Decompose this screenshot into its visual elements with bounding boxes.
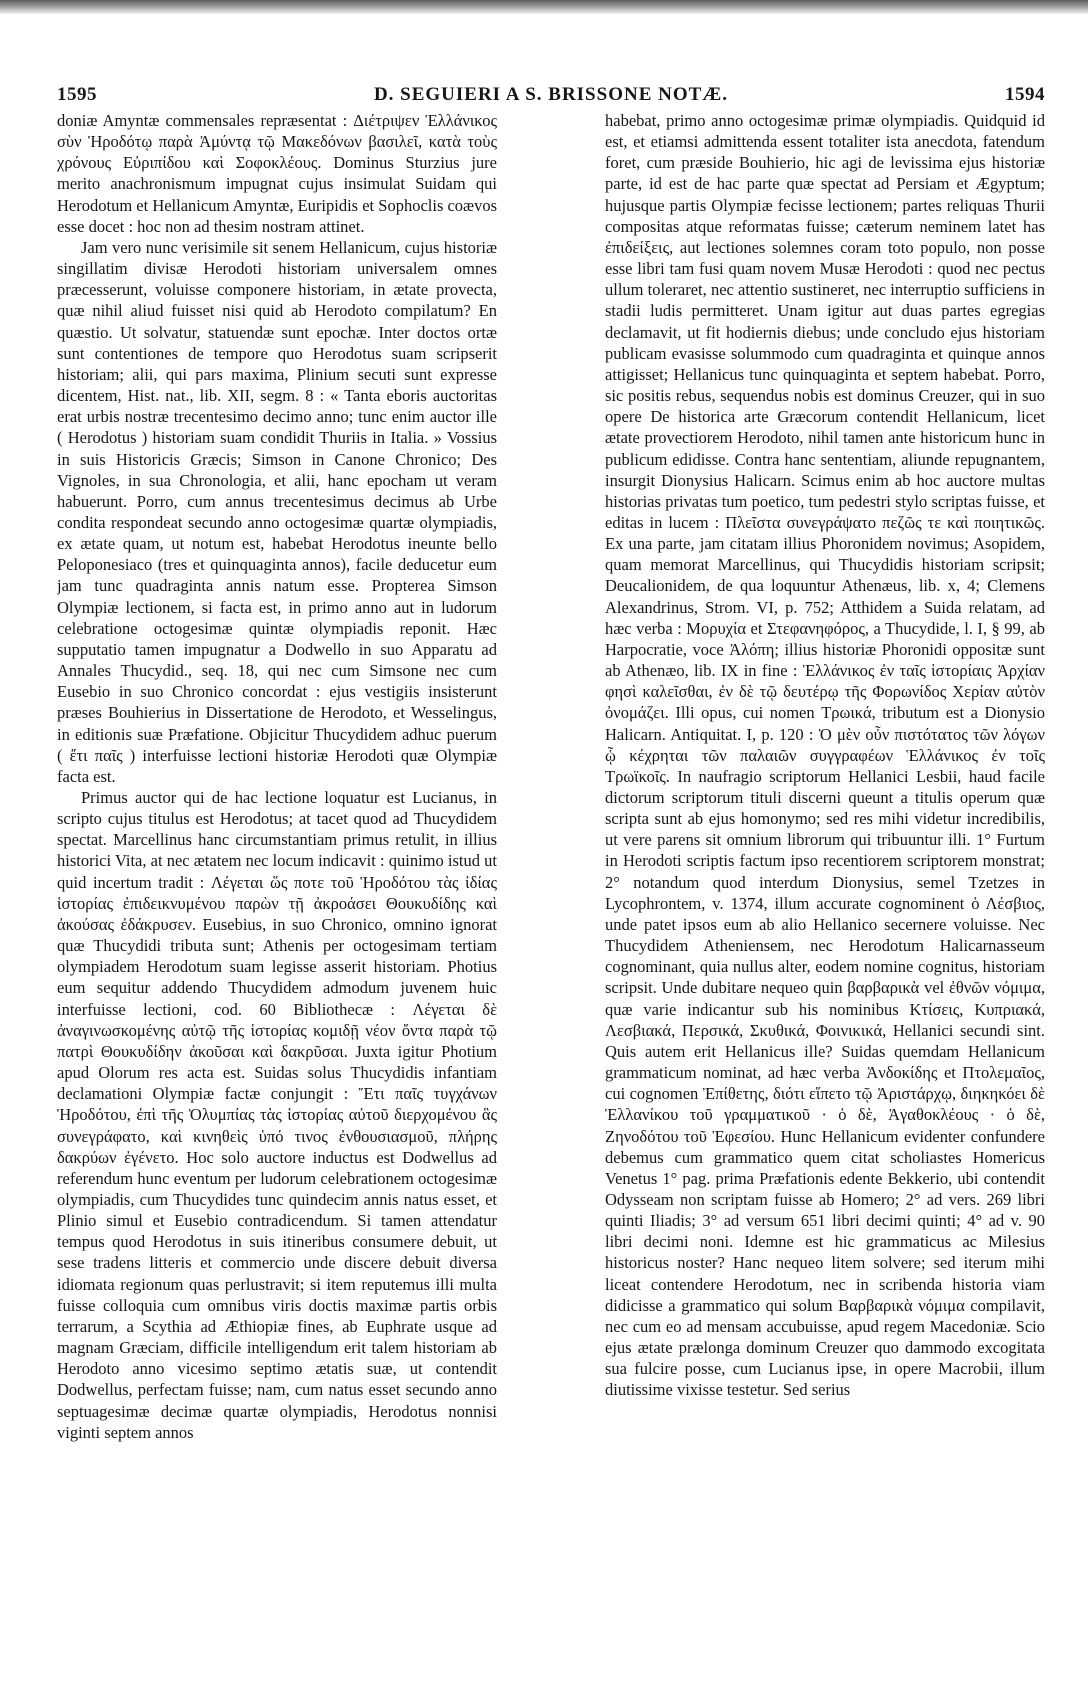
- running-header: [57, 84, 1045, 108]
- page-number-right: 1594: [1005, 84, 1045, 105]
- running-title: D. SEGUIERI A S. BRISSONE NOTÆ.: [373, 84, 729, 105]
- paragraph: habebat, primo anno octogesimæ primæ olympiadis. Quidquid id est, et etiamsi admittenda essent totaliter ista anecdota, fatendum foret, cum præside Bouhierio, hic agi de levissima ejus historiæ parte, id est de hac parte quæ spectat ad Persiam et Ægyptum; hujusque partis Olympiæ fecisse lectionem; partes reliquas Thurii compositas atque reformatas fuisse; cæterum neminem latet has ἐπιδείξεις, aut lectiones solemnes coram toto populo, non posse esse libri tam fusi quam novem Musæ Herodoti : quod nec pectus ullum toleraret, nec attentio sustineret, nec interruptio sufficiens in stadii ludis permitteret. Unam igitur aut duas partes egregias declamavit, ut fit hodiernis diebus; unde concludo ejus historiam publicam evasisse solummodo cum quadraginta et quinque annos attigisset; Hellanicus tunc quinquaginta et septem habebat. Porro, sic positis rebus, sequendus nobis est dominus Creuzer, qui in suo opere De historica arte Græcorum contendit Hellanicum, licet ætate provectiorem Herodoto, nihil tamen ante historicum hunc in publicum edidisse. Contra hanc sententiam, aliunde repugnantem, insurgit Dionysius Halicarn. Scimus enim ab hoc auctore multas historias privatas tum poetico, tum pedestri stylo scriptas fuisse, et editas in lucem : Πλεῖστα συνεγράψατο πεζῶς τε καὶ ποιητικῶς. Ex una parte, jam citatam illius Phoronidem novimus; Asopidem, quam memorat Marcellinus, qui Thucydidis historiam scripsit; Deucalionidem, de qua loquuntur Athenæus, lib. x, 4; Clemens Alexandrinus, Strom. VI, p. 752; Atthidem a Suida relatam, ad hæc verba : Μορυχία et Στεφανηφόρος, a Thucydide, l. I, § 99, ab Harpocratie, voce Ἀλόπη; illius historiæ Phoronidi oppositæ sunt ab Athenæo, lib. IX in fine : Ἑλλάνικος ἐν ταῖς ἱστορίαις Ἀρχίαν φησὶ καλεῖσθαι, ἐν δὲ τῷ δευτέρῳ τῆς Φορωνίδος Χερίαν αὐτὸν ὀνομάζει. Illi opus, cui nomen Τρωικά, tributum est a Dionysio Halicarn. Antiquitat. I, p. 120 : Ὁ μὲν οὖν πιστότατος τῶν λόγων ᾧ κέχρηται τῶν παλαιῶν συγγραφέων Ἑλλάνικος ἐν τοῖς Τρωϊκοῖς. In naufragio scriptorum Hellanici Lesbii, haud facile dictorum scriptorum tituli discerni queunt a titulis operum quæ scripta sunt ab ejus homonymo; sed res mihi videtur incredibilis, ut vere parens sit omnium librorum qui tribuuntur illi. 1° Furtum in Herodoti scriptis factum ipso recentiorem scriptorem monstrat; 2° notandum quod interdum Dionysius, semel Tzetzes in Lycophrontem, v. 1374, illum accurate cognominent ὁ Λέσβιος, unde patet ipsos eum ab alio Hellanico secernere voluisse. Nec Thucydidem Atheniensem, nec Herodotum Halicarnasseum cognominant, quia nullus alter, eodem nomine cognitus, historiam scripsit. Unde dubitare nequeo quin βαρβαρικὰ vel ἐθνῶν νόμιμα, quæ varie indicantur sub his nominibus Κτίσεις, Κυπριακά, Λεσβιακά, Περσικά, Σκυθικά, Φοινικικά, Hellanici secundi sint. Quis autem erit Hellanicus ille? Suidas quemdam Hellanicum grammaticum nominat, ad hæc verba Ἀνδοκίδης et Πτολεμαῖος, cui cognomen Ἐπίθετης, διότι εἵπετο τῷ Ἀριστάρχῳ, διηκηκόει δὲ Ἑλλανίκου τοῦ γραμματικοῦ · ὁ δὲ, Ἀγαθοκλέους · ὁ δὲ, Ζηνοδότου τοῦ Ἐφεσίου. Hunc Hellanicum evidenter confundere debemus cum grammatico quem citat scholiastes Homericus Venetus 1° pag. prima Præfationis edente Bekkerio, ubi contendit Odysseam non scriptam fuisse ab Homero; 2° ad vers. 269 libri quinti Iliadis; 3° ad versum 651 libri decimi quinti; 4° ad v. 90 libri decimi noni. Idemne est hic grammaticus ac Milesius historicus noster? Hanc nequeo litem solvere; sed iterum mihi liceat contendere Herodotum, nec in scribenda historia viam didicisse a grammatico qui solum Βαρβαρικὰ νόμιμα compilavit, nec cum eo ad mensam accubuisse, apud regem Macedoniæ. Scio ejus ætate prælonga dominum Creuzer quo dammodo excogitata sua fulcire posse, cum Lucianus ipse, in opere Macrobii, illum diutissime vixisse testetur. Sed serius: [605, 111, 1045, 1400]
- page-number-left: 1595: [57, 84, 97, 105]
- paragraph: Jam vero nunc verisimile sit senem Hellanicum, cujus historiæ singillatim divisæ Herodoti historiam universalem omnes præcesserunt, voluisse componere historiam, in ætate provecta, quæ nihil aliud fuisset nisi quid ab Herodoto compilatum? En quæstio. Ut solvatur, statuendæ sunt epochæ. Inter doctos ortæ sunt contentiones de tempore quo Herodotus suam scripserit historiam; alii, qui pars maxima, Plinium secuti sunt expresse dicentem, Hist. nat., lib. XII, segm. 8 : « Tanta eboris auctoritas erat urbis nostræ trecentesimo decimo anno; tunc enim auctor ille ( Herodotus ) historiam suam condidit Thuriis in Italia. » Vossius in suis Historicis Græcis; Simson in Canone Chronico; Des Vignoles, in sua Chronologia, et alii, hanc epocham ut veram habuerunt. Porro, cum annus trecentesimus decimus ab Urbe condita respondeat secundo anno octogesimæ quartæ olympiadis, ex ætate quam, ut notum est, habebat Herodotus ineunte bello Peloponesiaco (tres et quinquaginta annos), facile deducetur eum jam tunc quadraginta annis natum esse. Propterea Simson Olympiæ lectionem, si facta est, in primo anno aut in ludorum celebratione octogesimæ quintæ olympiadis reponit. Hæc supputatio tamen impugnatur a Dodwello in suo Apparatu ad Annales Thucydid., seq. 18, qui nec cum Simsone nec cum Eusebio in suo Chronico concordat : ejus vestigiis insisterunt præses Bouhierius in Dissertatione de Herodoto, et Wesselingus, in editionis suæ Præfatione. Objicitur Thucydidem adhuc puerum ( ἔτι παῖς ) interfuisse lectioni historiæ Herodoti quæ Olympiæ facta est.: [57, 237, 497, 786]
- left-column: [57, 110, 497, 1660]
- paragraph: doniæ Amyntæ commensales repræsentat : Διέτριψεν Ἑλλάνικος σὺν Ἡροδότῳ παρὰ Ἀμύντᾳ τῷ Μακεδόνων βασιλεῖ, κατὰ τοὺς χρόνους Εὐριπίδου καὶ Σοφοκλέους. Dominus Sturzius jure merito anachronismum impugnat cujus insimulat Suidam qui Herodotum et Hellanicum Amyntæ, Euripidis et Sophoclis coævos esse docet : hoc non ad thesim nostram attinet.: [57, 111, 497, 236]
- paragraph: Primus auctor qui de hac lectione loquatur est Lucianus, in scripto cujus titulus est Herodotus; at tacet quod ad Thucydidem spectat. Marcellinus hanc circumstantiam primus retulit, in illius historici Vita, at nec ætatem nec locum indicavit : quinimo istud ut quid incertum tradit : Λέγεται ὥς ποτε τοῦ Ἡροδότου τὰς ἰδίας ἱστορίας ἐπιδεικνυμένου παρὼν τῇ ἀκροάσει Θουκυδίδης καὶ ἀκούσας ἐδάκρυσεν. Eusebius, in suo Chronico, omnino ignorat quæ Thucydidi tributa sunt; Athenis per octogesimam tertiam olympiadem Herodotum suam legisse asserit historiam. Photius eum sequitur addendo Thucydidem admodum juvenem huic interfuisse lectioni, cod. 60 Bibliothecæ : Λέγεται δὲ ἀναγινωσκομένης αὐτῷ τῆς ἱστορίας κομιδῇ νέον ὄντα παρὰ τῷ πατρὶ Θουκυδίδην ἀκοῦσαι καὶ δακρῦσαι. Juxta igitur Photium apud Olorum res acta est. Suidas solus Thucydidis infantiam declamationi Olympiæ factæ conjungit : Ἔτι παῖς τυγχάνων Ἡροδότου, ἐπὶ τῆς Ὀλυμπίας τὰς ἱστορίας αὐτοῦ διερχομένου ἃς συνεγράφατο, καὶ κινηθεὶς ὑπό τινος ἐνθουσιασμοῦ, πλήρης δακρύων ἐγένετο. Hoc solo auctore inductus est Dodwellus ad referendum hunc eventum per ludorum celebrationem octogesimæ olympiadis, cum Thucydides tunc quindecim annis natus esset, et Plinio simul et Eusebio contradicendum. Si tamen attendatur tempus quod Herodotus in suis itineribus consumere debuit, ut sese tradens litteris et commercio unde discere debuit diversa idiomata regionum quas perlustravit; si item reputemus illi multa fuisse colloquia cum omnibus viris doctis maximæ partis orbis terrarum, a Scythia ad Æthiopiæ fines, ab Euphrate usque ad magnam Græciam, difficile intelligendum erit talem historiam ab Herodoto anno vicesimo septimo ætatis suæ, ut contendit Dodwellus, perfectam fuisse; nam, cum natus esset secundo anno septuagesimæ decimæ quartæ olympiadis, Herodotus nonnisi viginti septem annos: [57, 788, 497, 1442]
- right-column: [605, 110, 1045, 1660]
- scan-top-edge: [0, 0, 1088, 14]
